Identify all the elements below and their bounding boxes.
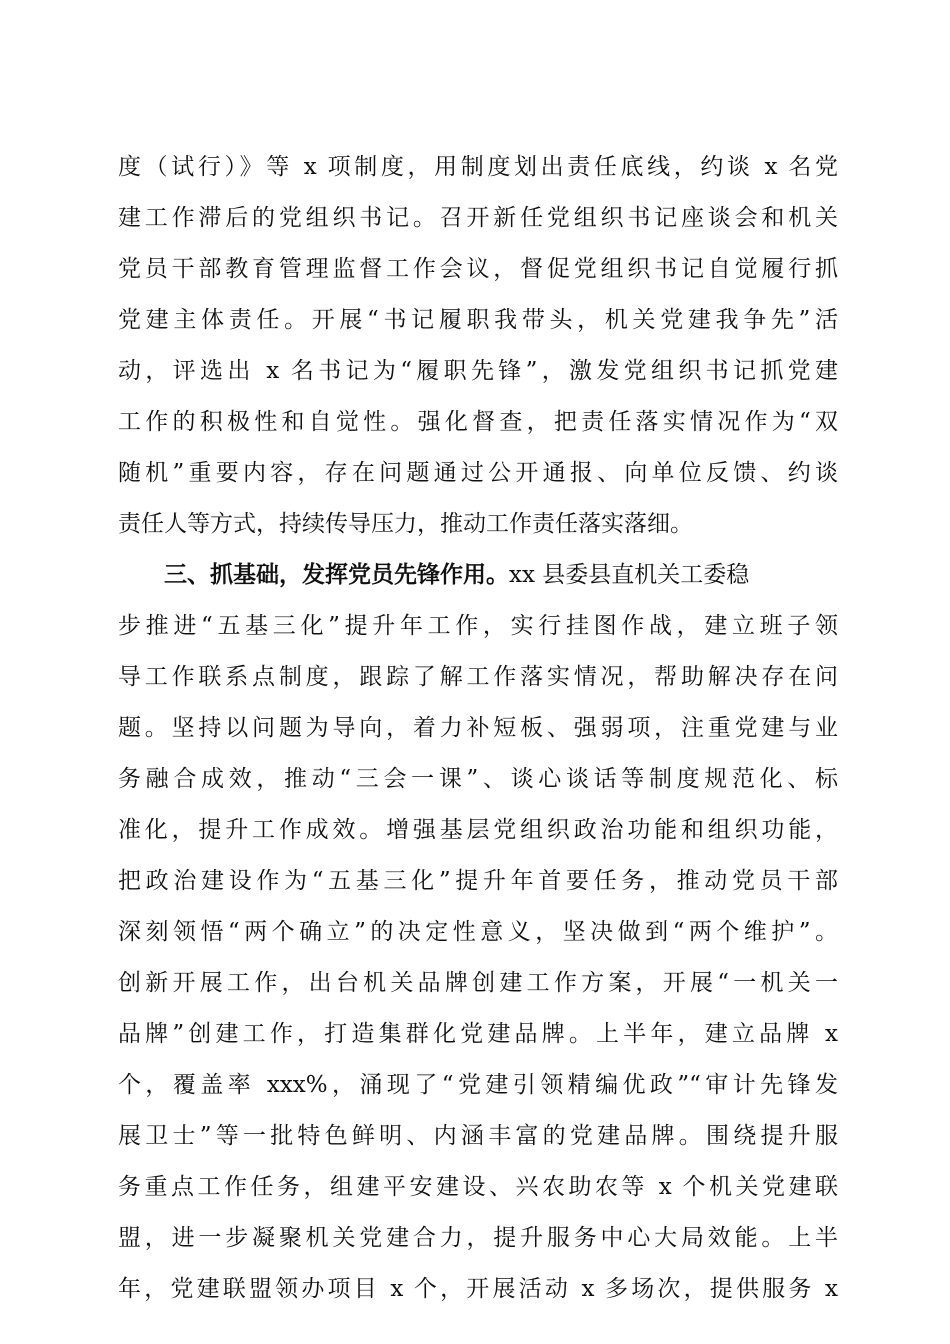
text-line: 题。坚持以问题为导向，着力补短板、强弱项，注重党建与业 bbox=[118, 715, 838, 741]
text-line: 务重点工作任务，组建平安建设、兴农助农等 x 个机关党建联 bbox=[118, 1174, 838, 1200]
text-line: 度（试行）》等 x 项制度，用制度划出责任底线，约谈 x 名党 bbox=[118, 154, 838, 180]
section-heading: 三、抓基础，发挥党员先锋作用。 bbox=[164, 562, 509, 588]
text-line: 把政治建设作为“五基三化”提升年首要任务，推动党员干部 bbox=[118, 868, 838, 894]
text-line: 党建主体责任。开展“书记履职我带头，机关党建我争先”活 bbox=[118, 307, 838, 333]
heading-line-rest: xx 县委县直机关工委稳 bbox=[509, 562, 750, 588]
text-line: 步推进“五基三化”提升年工作，实行挂图作战，建立班子领 bbox=[118, 613, 838, 639]
text-line: 党员干部教育管理监督工作会议，督促党组织书记自觉履行抓 bbox=[118, 256, 838, 282]
text-line: 年，党建联盟领办项目 x 个，开展活动 x 多场次，提供服务 x bbox=[118, 1276, 838, 1302]
text-line: 责任人等方式，持续传导压力，推动工作责任落实落细。 bbox=[118, 511, 693, 537]
text-line: 动，评选出 x 名书记为“履职先锋”，激发党组织书记抓党建 bbox=[118, 358, 838, 384]
text-line: 创新开展工作，出台机关品牌创建工作方案，开展“一机关一 bbox=[118, 970, 838, 996]
text-line: 个，覆盖率 xxx%，涌现了“党建引领精编优政”“审计先锋发 bbox=[118, 1072, 838, 1098]
text-line: 随机”重要内容，存在问题通过公开通报、向单位反馈、约谈 bbox=[118, 460, 838, 486]
text-line: 准化，提升工作成效。增强基层党组织政治功能和组织功能， bbox=[118, 817, 838, 843]
text-line: 品牌”创建工作，打造集群化党建品牌。上半年，建立品牌 x bbox=[118, 1021, 838, 1047]
text-line: 导工作联系点制度，跟踪了解工作落实情况，帮助解决存在问 bbox=[118, 664, 838, 690]
text-line: 工作的积极性和自觉性。强化督查，把责任落实情况作为“双 bbox=[118, 409, 838, 435]
document-body bbox=[118, 142, 838, 1315]
text-line: 展卫士”等一批特色鲜明、内涵丰富的党建品牌。围绕提升服 bbox=[118, 1123, 838, 1149]
text-line: 盟，进一步凝聚机关党建合力，提升服务中心大局效能。上半 bbox=[118, 1225, 838, 1251]
paragraph-foundation bbox=[118, 550, 838, 1315]
section-heading-line bbox=[118, 550, 838, 601]
text-line: 务融合成效，推动“三会一课”、谈心谈话等制度规范化、标 bbox=[118, 766, 838, 792]
text-line: 建工作滞后的党组织书记。召开新任党组织书记座谈会和机关 bbox=[118, 205, 838, 231]
text-line: 深刻领悟“两个确立”的决定性意义，坚决做到“两个维护”。 bbox=[118, 919, 838, 945]
paragraph-responsibility bbox=[118, 142, 838, 550]
